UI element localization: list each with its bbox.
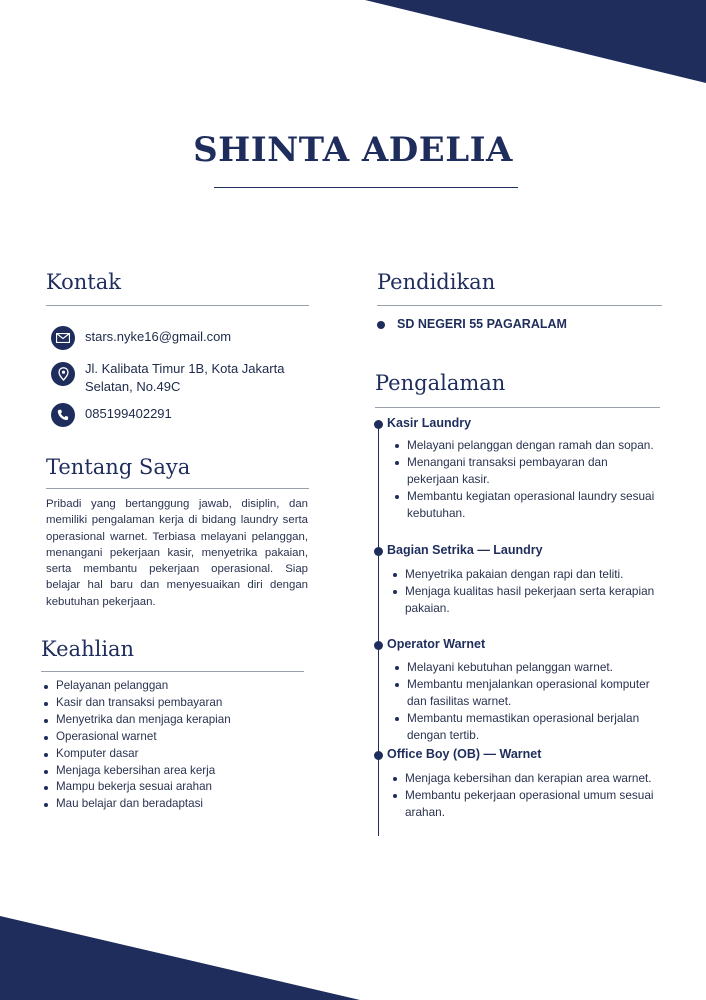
education-school: SD NEGERI 55 PAGARALAM [397, 317, 567, 331]
job-duties [391, 566, 659, 617]
top-right-corner-shape [0, 0, 706, 90]
list-item: Melayani kebutuhan pelanggan warnet. [393, 659, 661, 676]
education-bullet [377, 321, 385, 329]
contact-email[interactable]: stars.nyke16@gmail.com [85, 329, 232, 344]
bottom-left-corner-shape [0, 910, 706, 1000]
contact-address [85, 360, 284, 396]
list-item: Membantu menjalankan operasional komputer dan fasilitas warnet. [393, 676, 661, 710]
list-item: Membantu pekerjaan operasional umum sesuai arahan. [391, 787, 659, 821]
pengalaman-divider [375, 407, 660, 408]
timeline-dot [374, 751, 383, 760]
timeline-dot [374, 641, 383, 650]
envelope-icon [51, 326, 75, 350]
list-item: Pelayanan pelanggan [44, 678, 231, 695]
list-item: Mau belajar dan beradaptasi [44, 796, 231, 813]
kontak-divider [46, 305, 309, 306]
list-item: Menjaga kebersihan area kerja [44, 763, 231, 780]
pengalaman-heading: Pengalaman [375, 371, 506, 395]
tentang-heading: Tentang Saya [46, 455, 191, 479]
tentang-divider [46, 488, 309, 489]
experience-timeline [378, 424, 379, 836]
list-item: Mampu bekerja sesuai arahan [44, 779, 231, 796]
resume-name: SHINTA ADELIA [193, 130, 513, 170]
keahlian-divider [41, 671, 304, 672]
list-item: Komputer dasar [44, 746, 231, 763]
keahlian-heading: Keahlian [41, 637, 135, 661]
timeline-dot [374, 420, 383, 429]
job-title: Office Boy (OB) — Warnet [387, 747, 542, 761]
list-item: Menyetrika dan menjaga kerapian [44, 712, 231, 729]
job-title: Operator Warnet [387, 637, 486, 651]
timeline-dot [374, 547, 383, 556]
job-duties [391, 770, 659, 821]
list-item: Membantu kegiatan operasional laundry sesuai kebutuhan. [393, 488, 661, 522]
list-item: Membantu memastikan operasional berjalan dengan tertib. [393, 710, 661, 744]
map-pin-icon [51, 362, 75, 386]
about-text: Pribadi yang bertanggung jawab, disiplin, dan memiliki pengalaman kerja di bidang laundry serta operasional warnet. Terbiasa melayani pelanggan, menangani pekerjaan kasir, menyetrika pakaian, serta membantu pekerjaan operasional. Siap belajar hal baru dan menyesuaikan diri dengan kebutuhan pekerjaan. [46, 498, 308, 608]
list-item: Menjaga kualitas hasil pekerjaan serta kerapian pakaian. [391, 583, 659, 617]
pendidikan-heading: Pendidikan [377, 270, 496, 294]
job-title: Kasir Laundry [387, 416, 472, 430]
kontak-heading: Kontak [46, 270, 121, 294]
list-item: Menangani transaksi pembayaran dan pekerjaan kasir. [393, 454, 661, 488]
job-title: Bagian Setrika — Laundry [387, 543, 543, 557]
job-duties [393, 659, 661, 744]
address-line-2: Selatan, No.49C [85, 379, 181, 394]
name-divider [214, 187, 518, 188]
pendidikan-divider [377, 305, 662, 306]
contact-phone[interactable]: 085199402291 [85, 406, 172, 421]
job-duties [393, 437, 661, 522]
phone-icon [51, 403, 75, 427]
list-item: Melayani pelanggan dengan ramah dan sopan. [393, 437, 661, 454]
list-item: Menyetrika pakaian dengan rapi dan teliti. [391, 566, 659, 583]
list-item: Operasional warnet [44, 729, 231, 746]
list-item: Kasir dan transaksi pembayaran [44, 695, 231, 712]
list-item: Menjaga kebersihan dan kerapian area warnet. [391, 770, 659, 787]
address-line-1: Jl. Kalibata Timur 1B, Kota Jakarta [85, 361, 285, 376]
skills-list [44, 678, 231, 813]
